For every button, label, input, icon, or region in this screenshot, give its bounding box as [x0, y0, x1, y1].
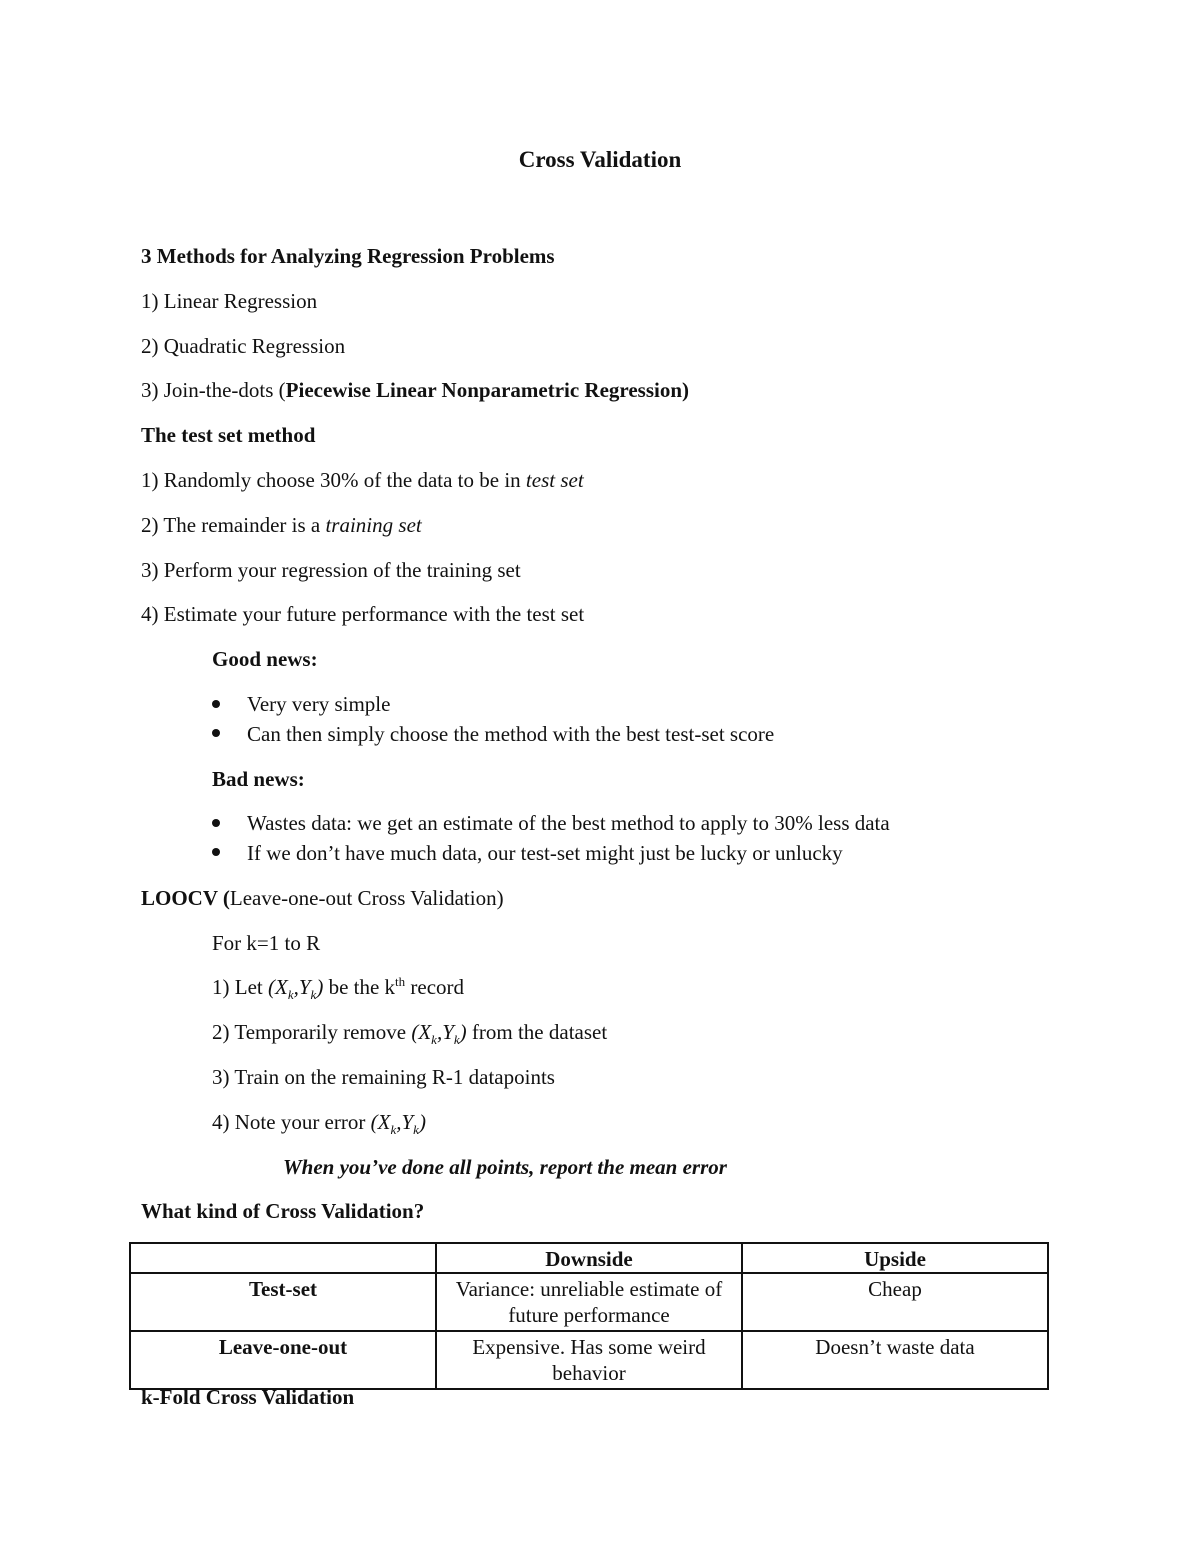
good-news-heading: Good news: [212, 647, 318, 671]
x-var: X [377, 1110, 391, 1134]
k-subscript: k [413, 1122, 419, 1138]
th-superscript: th [395, 974, 406, 989]
x-var: X [418, 1020, 432, 1044]
bullet-icon [212, 819, 220, 827]
loocv-heading [141, 888, 504, 909]
table-row [130, 1273, 1048, 1331]
loocv-step-1-mid: be the k [323, 975, 396, 999]
test-step-1-italic: test set [525, 468, 584, 492]
table-cell-method: Leave-one-out [130, 1331, 436, 1389]
k-subscript: k [310, 987, 317, 1003]
test-step-1 [141, 470, 584, 491]
loocv-step-1-text: 1) Let [212, 975, 268, 999]
loocv-step-4-text: 4) Note your error [212, 1110, 371, 1134]
method-item-3-bold: Piecewise Linear Nonparametric Regression) [285, 378, 690, 402]
table-header-cell [130, 1243, 436, 1273]
y-var: Y [298, 975, 311, 999]
test-set-heading: The test set method [141, 423, 316, 447]
k-subscript: k [287, 987, 294, 1003]
bad-news-item-1: Wastes data: we get an estimate of the best method to apply to 30% less data [247, 811, 890, 835]
table-header-row [130, 1243, 1048, 1273]
kind-heading: What kind of Cross Validation? [141, 1199, 425, 1223]
table-header-cell: Downside [436, 1243, 742, 1273]
table-row [130, 1331, 1048, 1389]
loocv-step-4 [212, 1110, 426, 1138]
table-cell-downside: Expensive. Has some weird behavior [436, 1331, 742, 1389]
test-step-2-text: 2) The remainder is a [141, 513, 326, 537]
method-item-2: 2) Quadratic Regression [141, 334, 346, 358]
loocv-step-2 [212, 1020, 608, 1048]
bad-news-heading: Bad news: [212, 767, 305, 791]
loocv-heading-bold: LOOCV ( [141, 886, 230, 910]
test-step-2 [141, 515, 422, 536]
table-cell-upside: Cheap [742, 1273, 1048, 1331]
test-step-3: 3) Perform your regression of the training set [141, 558, 521, 582]
xy-pair: $(X_k,Y_k)$ [411, 1020, 467, 1048]
comparison-table [129, 1242, 1049, 1390]
loocv-heading-text: Leave-one-out Cross Validation) [229, 886, 504, 910]
loocv-loop: For k=1 to R [212, 931, 321, 955]
k-subscript: k [390, 1122, 397, 1138]
table-cell-method: Test-set [130, 1273, 436, 1331]
xy-pair: $(X_k,Y_k)$ [267, 975, 324, 1003]
test-step-4: 4) Estimate your future performance with the test set [141, 602, 585, 626]
k-subscript: k [453, 1032, 460, 1048]
x-var: X [274, 975, 288, 999]
loocv-step-2-text: 2) Temporarily remove [212, 1020, 412, 1044]
loocv-conclusion: When you’ve done all points, report the mean error [283, 1155, 727, 1179]
method-item-1: 1) Linear Regression [141, 289, 318, 313]
good-news-item-1: Very very simple [247, 692, 391, 716]
methods-heading: 3 Methods for Analyzing Regression Problems [141, 244, 555, 268]
y-var: Y [401, 1110, 414, 1134]
method-item-3-text: 3) Join-the-dots ( [141, 378, 286, 402]
test-step-1-text: 1) Randomly choose 30% of the data to be in [141, 468, 526, 492]
table-header-cell: Upside [742, 1243, 1048, 1273]
method-item-3 [141, 380, 689, 401]
loocv-step-3: 3) Train on the remaining R-1 datapoints [212, 1065, 555, 1089]
bullet-icon [212, 729, 220, 737]
page-title: Cross Validation [518, 147, 682, 172]
bullet-icon [212, 700, 220, 708]
loocv-step-1 [212, 974, 465, 1003]
good-news-item-2: Can then simply choose the method with the best test-set score [247, 722, 775, 746]
table-cell-upside: Doesn’t waste data [742, 1331, 1048, 1389]
bad-news-item-2: If we don’t have much data, our test-set might just be lucky or unlucky [247, 841, 843, 865]
table-cell-downside: Variance: unreliable estimate of future performance [436, 1273, 742, 1331]
loocv-step-1-suffix: record [405, 975, 465, 999]
k-subscript: k [431, 1032, 437, 1048]
bullet-icon [212, 848, 220, 856]
kfold-heading: k-Fold Cross Validation [141, 1385, 355, 1409]
xy-pair: $(X_k,Y_k)$ [370, 1110, 426, 1138]
loocv-step-2-suffix: from the dataset [466, 1020, 608, 1044]
test-step-2-italic: training set [325, 513, 422, 537]
y-var: Y [442, 1020, 454, 1044]
